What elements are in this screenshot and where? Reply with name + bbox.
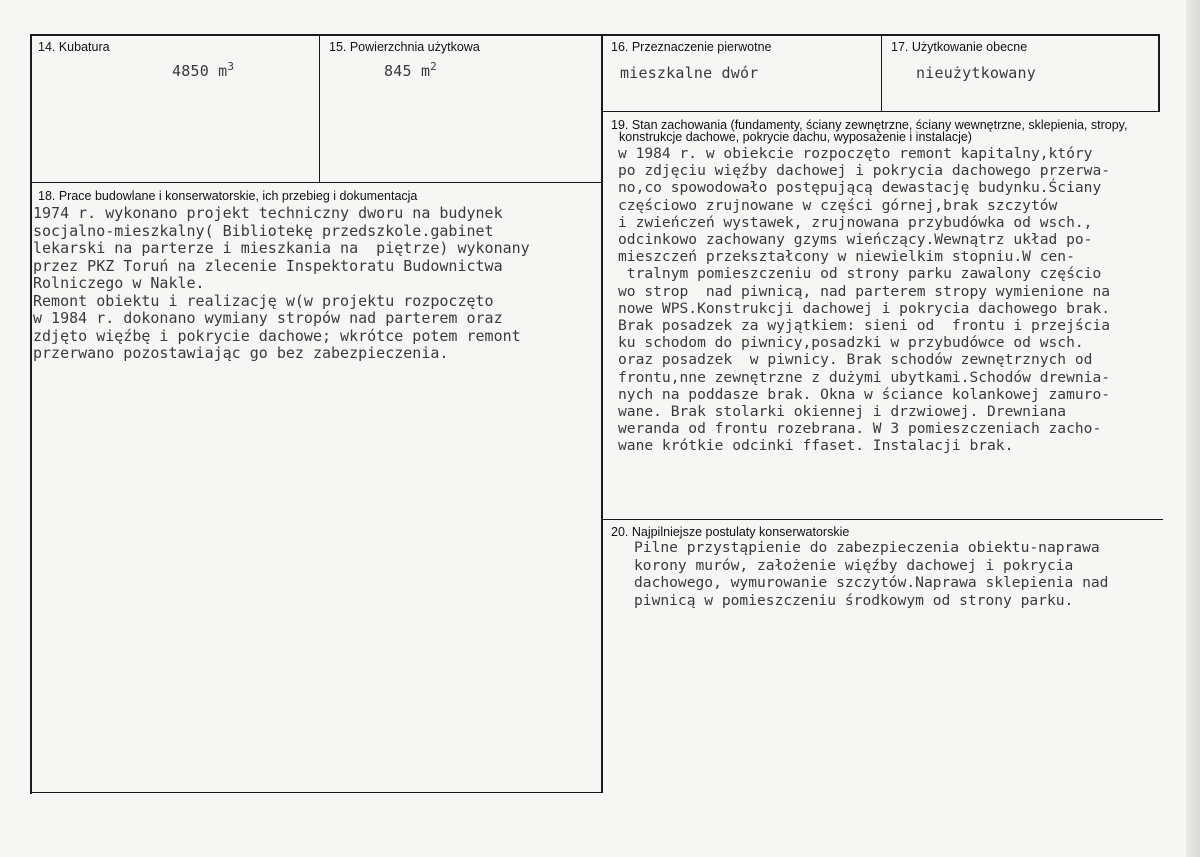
field-14-unit: m bbox=[218, 62, 228, 80]
field-15-unit-exp: 2 bbox=[430, 60, 437, 73]
bottom-rule bbox=[30, 792, 603, 793]
field-20-label: 20. Najpilniejsze postulaty konserwatorskie bbox=[611, 525, 850, 539]
divider-14-15 bbox=[319, 34, 320, 182]
field-19-label-line-2: konstrukcje dachowe, pokrycie dachu, wyposażenie i instalacje) bbox=[619, 130, 972, 144]
field-19-text: w 1984 r. w obiekcie rozpoczęto remont kapitalny,który po zdjęciu więźby dachowej i pokrycia dachowego przerwa- no,co spowodowało postępującą dewastację budynku.Ściany częściowo zrujnowane w części górnej,brak szczytów i zwieńczeń wystawek, zrujnowana przybudówka od wsch., odcinkowo zachowany gzyms wieńczący.Wewnątrz układ po- mieszczeń przekształcony w niewielkim stopniu.W cen- tralnym pomieszczeniu od strony parku zawalony częścio wo strop nad piwnicą, nad parterem stropy wymienione na nowe WPS.Konstrukcji dachowej i pokrycia dachowego brak. Brak posadzek za wyjątkiem: sieni od frontu i przejścia ku schodom do piwnicy,posadzki w przybudówce od wsch. oraz posadzek w piwnicy. Brak schodów zewnętrznych od frontu,nne zewnętrzne z dużymi ubytkami.Schodów drewnia- nych na poddasze brak. Okna w ściance kolankowej zamuro- wane. Brak stolarki okiennej i drzwiowej. Drewniana weranda od frontu rozebrana. W 3 pomieszczeniach zacho- wane krótkie odcinki ffaset. Instalacji brak. bbox=[618, 145, 1111, 455]
right-rule bbox=[1158, 34, 1160, 112]
rule-under-16-17 bbox=[601, 111, 1160, 112]
field-14-label: 14. Kubatura bbox=[38, 40, 110, 54]
field-14-unit-exp: 3 bbox=[227, 60, 235, 73]
field-15-number: 845 bbox=[384, 62, 412, 80]
card-edge-shadow bbox=[1186, 0, 1200, 857]
field-18-text: 1974 r. wykonano projekt techniczny dworu na budynek socjalno-mieszkalny( Bibliotekę przedszkole.gabinet lekarski na parterze i mieszkania na piętrze) wykonany przez PKZ Toruń na zlecenie Inspektoratu Budownictwa Rolniczego w Nakle. Remont obiektu i realizację w(w projektu rozpoczęto w 1984 r. dokonano wymiany stropów nad parterem oraz zdjęto więźbę i pokrycie dachowe; wkrótce potem remont przerwano pozostawiając go bez zabezpieczenia. bbox=[33, 204, 530, 362]
rule-under-14-15 bbox=[30, 182, 602, 183]
rule-above-20 bbox=[601, 519, 1163, 520]
divider-15-16 bbox=[601, 34, 603, 792]
field-17-value: nieużytkowany bbox=[916, 64, 1036, 82]
field-14-number: 4850 bbox=[172, 62, 209, 80]
field-17-label: 17. Użytkowanie obecne bbox=[891, 40, 1028, 54]
field-15-unit: m bbox=[420, 62, 431, 80]
field-14-value bbox=[172, 62, 234, 80]
field-19-label bbox=[611, 119, 1156, 143]
field-16-label: 16. Przeznaczenie pierwotne bbox=[611, 40, 772, 54]
field-15-label: 15. Powierzchnia użytkowa bbox=[329, 40, 480, 54]
field-18-label: 18. Prace budowlane i konserwatorskie, ich przebieg i dokumentacja bbox=[38, 189, 418, 203]
field-19-label-line-1: 19. Stan zachowania (fundamenty, ściany zewnętrzne, ściany wewnętrzne, sklepienia, stropy, bbox=[611, 118, 1128, 132]
left-border bbox=[30, 34, 32, 794]
top-rule bbox=[30, 34, 1160, 36]
field-15-value bbox=[384, 62, 437, 80]
divider-16-17 bbox=[881, 34, 882, 112]
field-16-value: mieszkalne dwór bbox=[620, 64, 759, 82]
field-20-text: Pilne przystąpienie do zabezpieczenia obiektu-naprawa korony murów, założenie więźby dachowej i pokrycia dachowego, wymurowanie szczytów.Naprawa sklepienia nad piwnicą w pomieszczeniu środkowym od strony parku. bbox=[634, 539, 1109, 609]
